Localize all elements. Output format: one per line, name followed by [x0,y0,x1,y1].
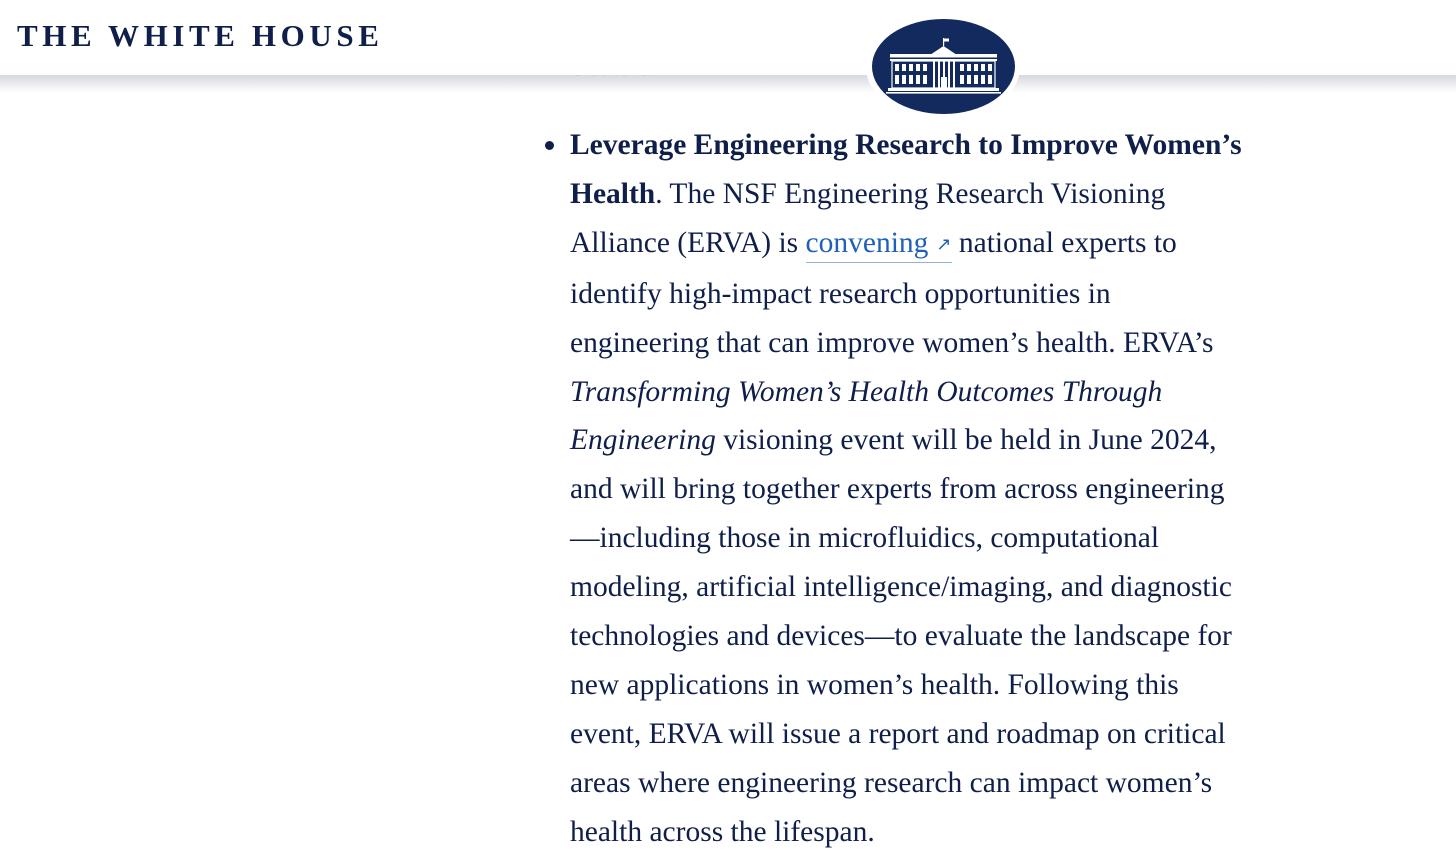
list-item-body [570,121,1336,857]
text-line: —including those in microfluidics, computational [570,522,1160,555]
text-line [570,170,1336,219]
text-line: event, ERVA will issue a report and roadmap on critical [570,717,1226,750]
report-title-italic-continued: Engineering [570,424,716,457]
white-house-building-icon [872,19,1015,114]
item-heading-continued: Health [570,177,656,210]
text-line: modeling, artificial intelligence/imaging, and diagnostic [570,571,1232,604]
report-title-italic: Transforming Women’s Health Outcomes Through [570,375,1163,408]
convening-link[interactable] [806,227,952,263]
bullet-dot [545,141,554,150]
paragraph-text: national experts to [951,226,1177,259]
site-header [0,0,1456,75]
text-line: identify high-impact research opportunities in [570,277,1111,310]
text-line: new applications in women’s health. Following this [570,668,1179,701]
text-line: health across the lifespan. [570,815,875,848]
text-line: areas where engineering research can impact women’s [570,766,1213,799]
paragraph-text: visioning event will be held in June 2024, [715,424,1217,457]
header-shadow [0,75,1456,107]
list-item [540,121,1336,857]
white-house-logo[interactable] [866,14,1020,120]
paragraph-text: Alliance (ERVA) is [570,226,806,259]
text-line [570,416,1336,465]
convening-link-label: convening [805,226,929,259]
external-link-arrow-icon: ↗ [936,233,952,255]
text-line [570,121,1336,170]
text-line: engineering that can improve women’s health. ERVA’s [570,326,1214,359]
text-line: technologies and devices—to evaluate the landscape for [570,620,1232,653]
paragraph-text: . The NSF Engineering Research Visioning [655,177,1166,210]
text-line: and will bring together experts from across engineering [570,473,1225,506]
site-title-link[interactable]: THE WHITE HOUSE [17,18,384,53]
item-heading: Leverage Engineering Research to Improve Women’s [570,129,1242,161]
text-line [570,219,1336,270]
